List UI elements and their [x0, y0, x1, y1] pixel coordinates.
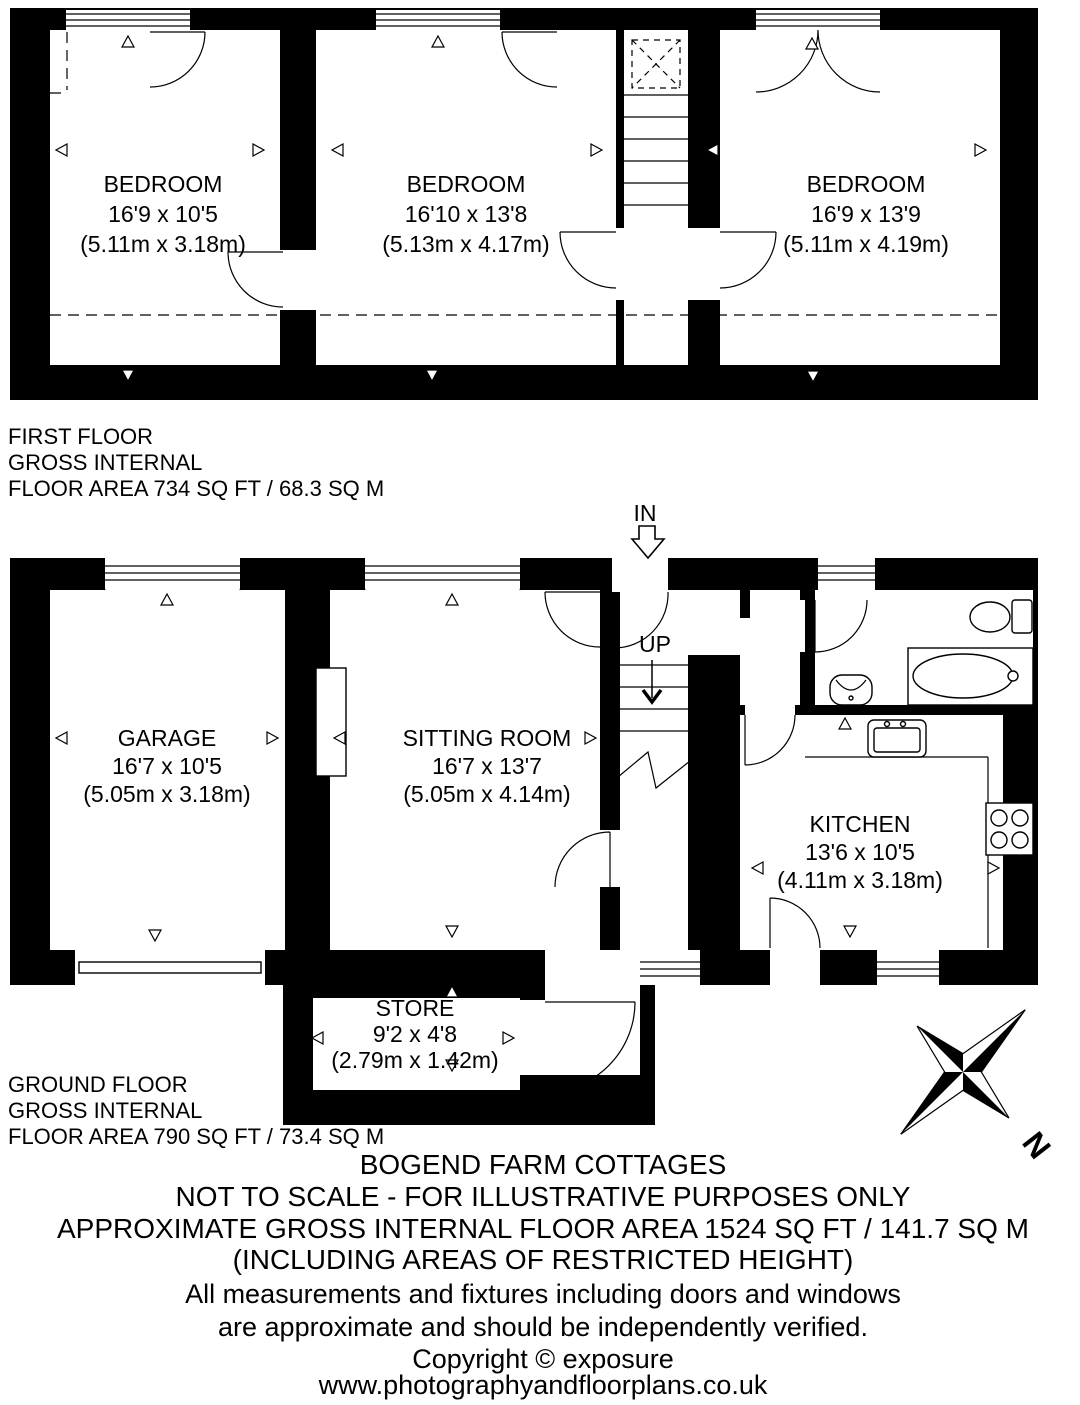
- sitting-room-alcove: [316, 668, 346, 776]
- footer-title: BOGEND FARM COTTAGES: [359, 1149, 727, 1180]
- garage-name: GARAGE: [117, 725, 217, 751]
- ground-floor-plan: [8, 500, 1038, 1149]
- compass-north-label: N: [1015, 1125, 1058, 1166]
- bedroom3-dims-m: (5.11m x 4.19m): [783, 231, 949, 257]
- compass-rose: [855, 964, 1071, 1180]
- ff-windows: [66, 10, 880, 30]
- bedroom2-dims-ft: 16'10 x 13'8: [404, 201, 528, 227]
- toilet: [970, 602, 1010, 632]
- footer-not-to-scale: NOT TO SCALE - FOR ILLUSTRATIVE PURPOSES ONLY: [175, 1181, 911, 1212]
- garage-dims-ft: 16'7 x 10'5: [112, 753, 222, 779]
- footer-website: www.photographyandfloorplans.co.uk: [318, 1370, 768, 1400]
- kitchen-name: KITCHEN: [809, 811, 911, 837]
- in-label: IN: [633, 500, 657, 526]
- kitchen-hob: [986, 803, 1033, 855]
- up-label: UP: [639, 631, 671, 657]
- bedroom3-name: BEDROOM: [806, 171, 926, 197]
- sitting-room-name: SITTING ROOM: [402, 725, 572, 751]
- bedroom1-name: BEDROOM: [103, 171, 223, 197]
- store-dims-ft: 9'2 x 4'8: [372, 1021, 458, 1047]
- bedroom2-dims-m: (5.13m x 4.17m): [382, 231, 550, 257]
- footer-disclaimer-line2: are approximate and should be independently verified.: [218, 1312, 868, 1342]
- footer-copyright: Copyright © exposure: [412, 1344, 674, 1374]
- bedroom2-name: BEDROOM: [406, 171, 526, 197]
- gf-caption-line1: GROUND FLOOR: [8, 1072, 188, 1097]
- sitting-room-dims-ft: 16'7 x 13'7: [432, 753, 542, 779]
- bedroom3-dims-ft: 16'9 x 13'9: [811, 201, 921, 227]
- ff-caption-line1: FIRST FLOOR: [8, 424, 154, 449]
- ff-room-labels: [80, 171, 949, 257]
- store-lobby-floor: [545, 950, 640, 1075]
- ff-caption-line2: GROSS INTERNAL: [8, 450, 203, 475]
- bedroom1-dims-m: (5.11m x 3.18m): [80, 231, 246, 257]
- kitchen-dims-m: (4.11m x 3.18m): [777, 867, 943, 893]
- gf-caption-line3: FLOOR AREA 790 SQ FT / 73.4 SQ M: [8, 1124, 385, 1149]
- gf-caption-line2: GROSS INTERNAL: [8, 1098, 203, 1123]
- entrance-arrow: [632, 526, 664, 558]
- ff-caption-line3: FLOOR AREA 734 SQ FT / 68.3 SQ M: [8, 476, 385, 501]
- first-floor-plan: [8, 8, 1038, 501]
- ff-landing-floor: [616, 228, 720, 300]
- sitting-room-dims-m: (5.05m x 4.14m): [403, 781, 571, 807]
- footer-total-area: APPROXIMATE GROSS INTERNAL FLOOR AREA 1524 SQ FT / 141.7 SQ M: [56, 1213, 1030, 1244]
- store-dims-m: (2.79m x 1.42m): [331, 1047, 499, 1073]
- garage-dims-m: (5.05m x 3.18m): [83, 781, 251, 807]
- store-name: STORE: [375, 995, 455, 1021]
- kitchen-dims-ft: 13'6 x 10'5: [805, 839, 915, 865]
- bedroom1-dims-ft: 16'9 x 10'5: [108, 201, 218, 227]
- footer-restricted-height: (INCLUDING AREAS OF RESTRICTED HEIGHT): [232, 1244, 854, 1275]
- footer-text: [57, 1149, 1029, 1400]
- ff-caption: [8, 424, 384, 501]
- footer-disclaimer-line1: All measurements and fixtures including doors and windows: [185, 1279, 901, 1309]
